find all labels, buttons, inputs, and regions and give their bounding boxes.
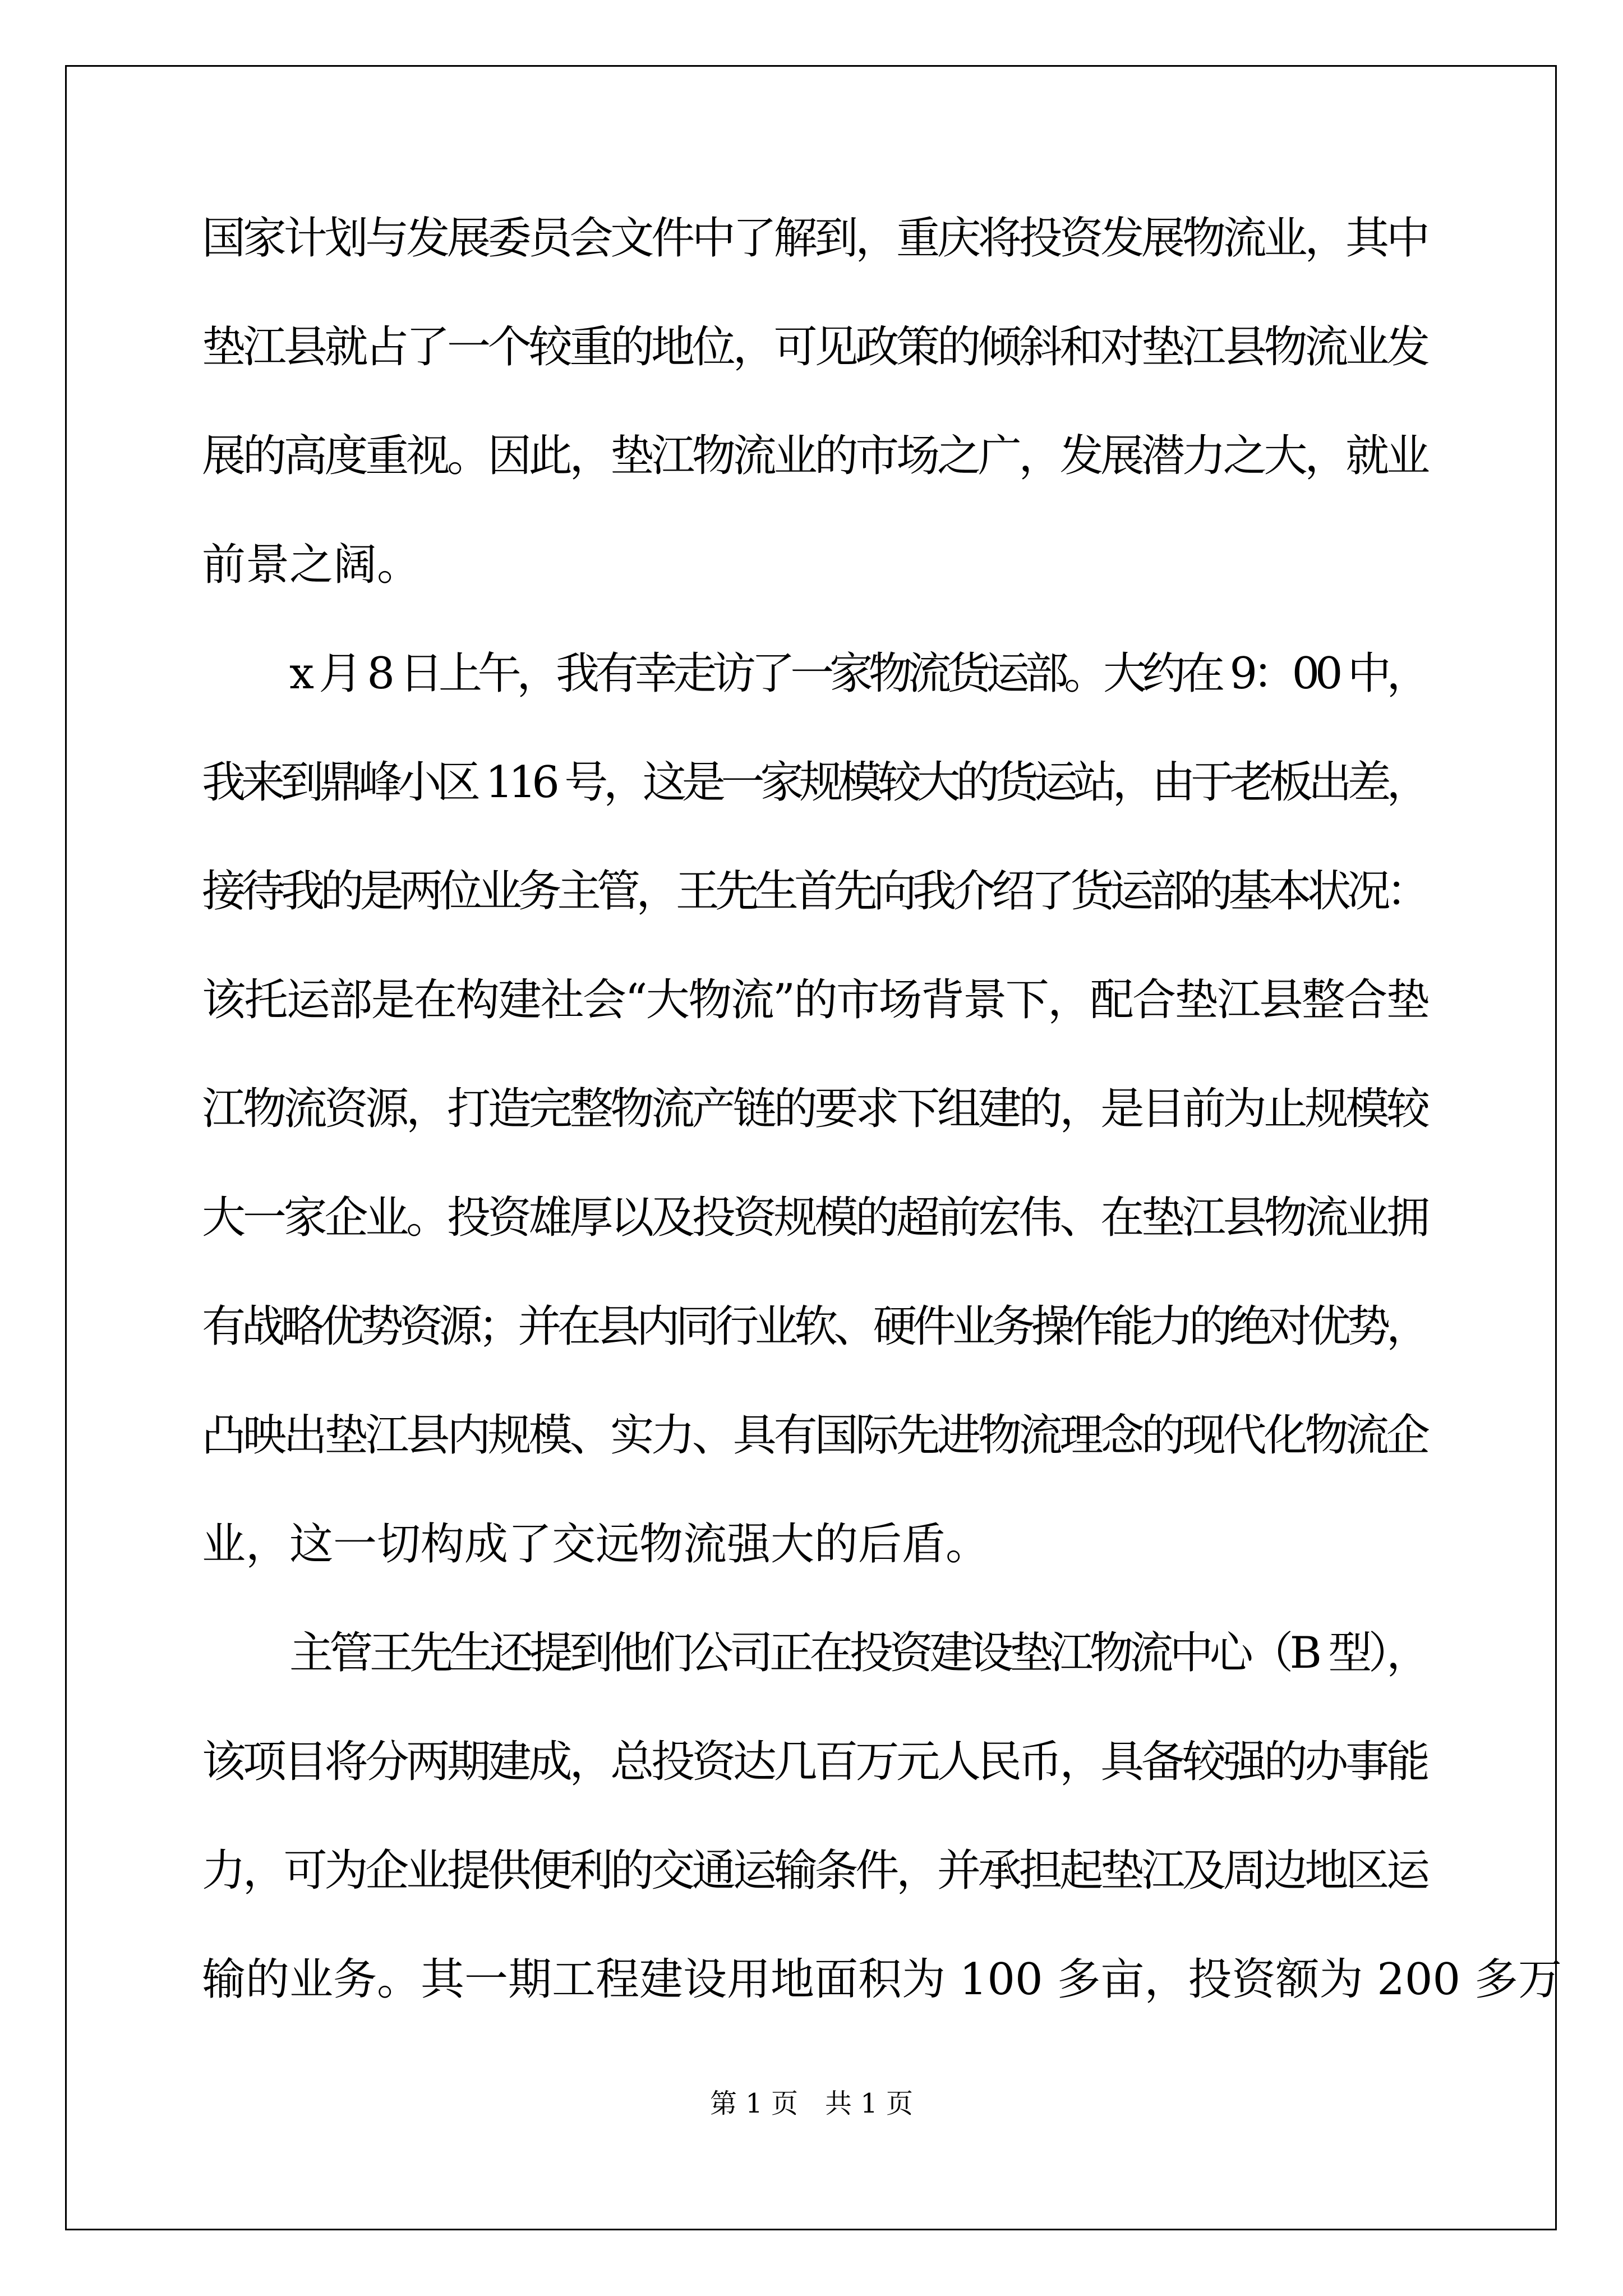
text-line: 输的业务。其一期工程建设用地面积为 100 多亩，投资额为 200 多万	[202, 1954, 1562, 2005]
text-line: 凸映出垫江县内规模、实力、具有国际先进物流理念的现代化物流企	[202, 1410, 1427, 1461]
page-number-footer: 第 1 页 共 1 页	[709, 2088, 914, 2119]
text-line: 力，可为企业提供便利的交通运输条件，并承担起垫江及周边地区运	[202, 1846, 1427, 1896]
text-line: 主管王先生还提到他们公司正在投资建设垫江物流中心（B 型），	[289, 1628, 1427, 1678]
text-line: 接待我的是两位业务主管，王先生首先向我介绍了货运部的基本状况：	[202, 866, 1426, 917]
text-line: 大一家企业。投资雄厚以及投资规模的超前宏伟、在垫江县物流业拥	[202, 1193, 1427, 1243]
page-border	[65, 65, 1557, 2230]
text-line: 展的高度重视。因此，垫江物流业的市场之广，发展潜力之大，就业	[202, 431, 1427, 481]
text-line: 国家计划与发展委员会文件中了解到，重庆将投资发展物流业，其中	[202, 213, 1427, 264]
text-line: 该项目将分两期建成，总投资达几百万元人民币，具备较强的办事能	[202, 1737, 1427, 1787]
text-line: 前景之阔。	[202, 540, 421, 590]
text-line: 有战略优势资源；并在县内同行业软、硬件业务操作能力的绝对优势，	[202, 1301, 1426, 1352]
text-line: 该托运部是在构建社会“大物流”的市场背景下，配合垫江县整合垫	[202, 975, 1429, 1025]
text-line: x 月 8 日上午，我有幸走访了一家物流货运部。大约在 9：00 中，	[289, 648, 1426, 699]
text-line: 江物流资源，打造完整物流产链的要求下组建的，是目前为止规模较	[202, 1084, 1427, 1134]
text-line: 我来到鼎峰小区 116 号，这是一家规模较大的货运站，由于老板出差，	[202, 757, 1426, 808]
text-line: 垫江县就占了一个较重的地位，可见政策的倾斜和对垫江县物流业发	[202, 322, 1427, 372]
text-line: 业，这一切构成了交远物流强大的后盾。	[202, 1519, 990, 1570]
